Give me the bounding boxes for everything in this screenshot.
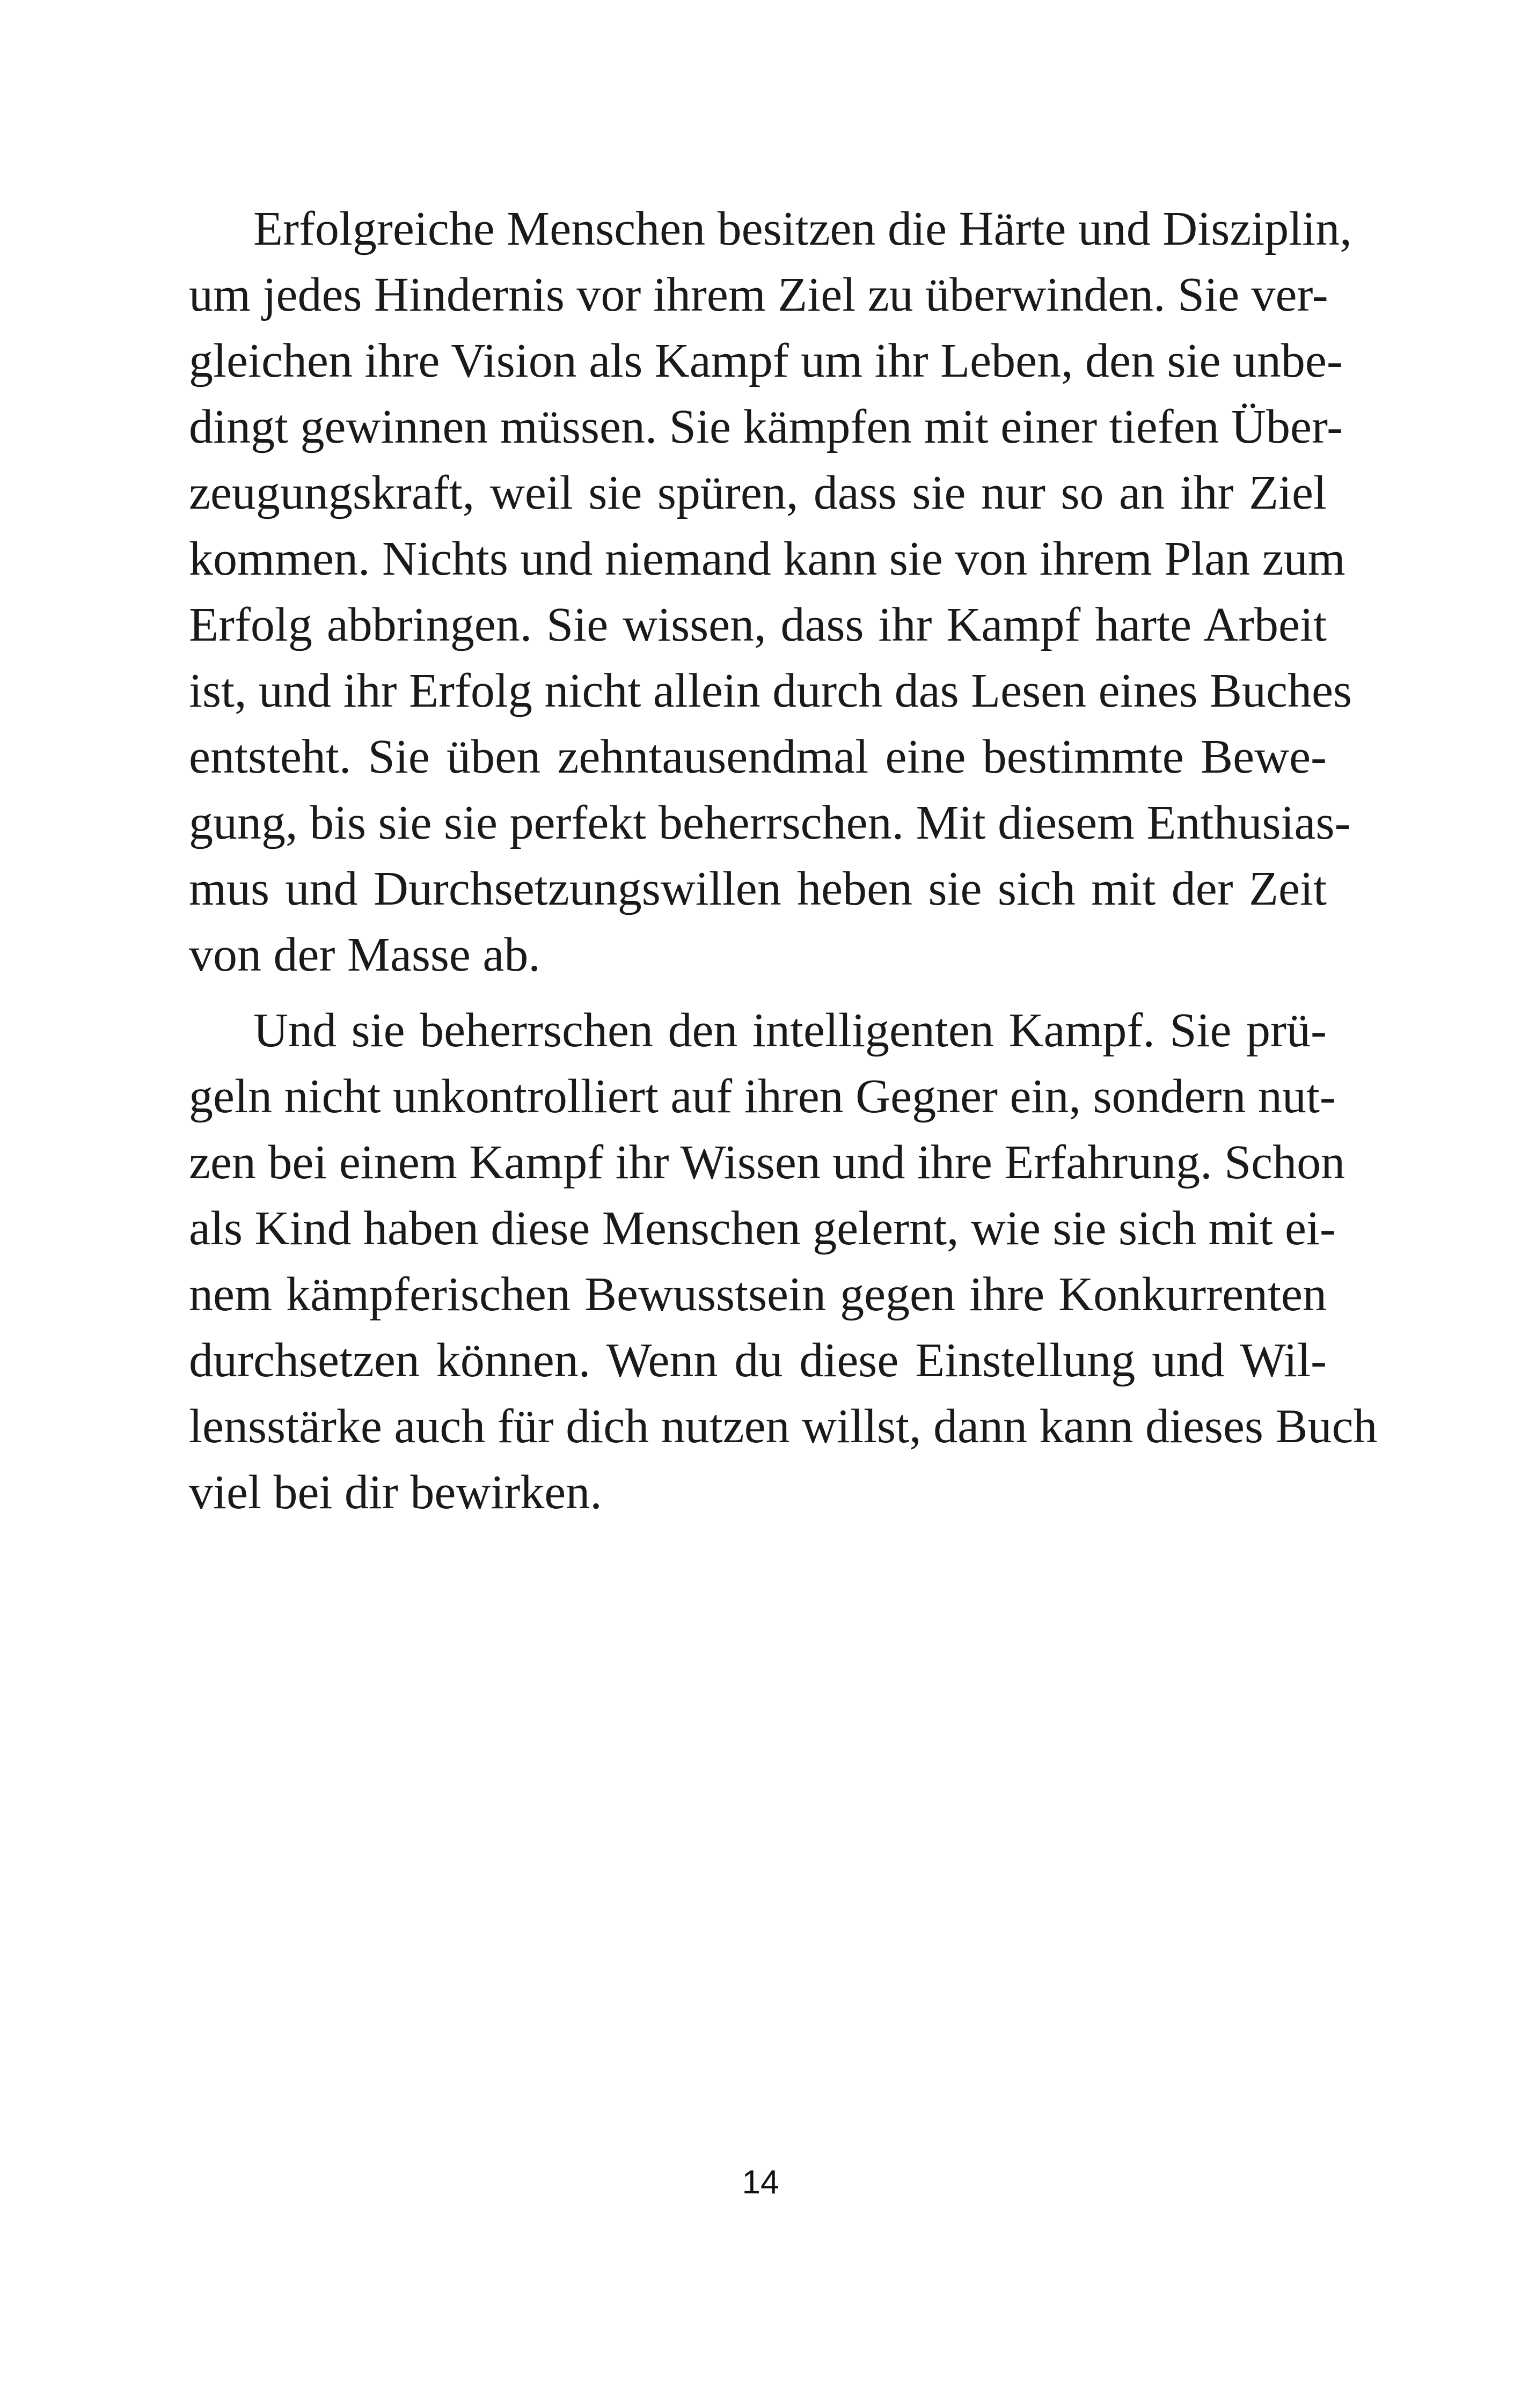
text-line: gung, bis sie sie perfekt beherrschen. Mit diesem Enthusias- [189, 796, 1351, 849]
paragraph-spacing [189, 988, 1327, 997]
body-text [189, 196, 1378, 1525]
text-line: zen bei einem Kampf ihr Wissen und ihre Erfahrung. Schon [189, 1136, 1346, 1189]
text-line: Erfolgreiche Menschen besitzen die Härte und Disziplin, [253, 202, 1352, 255]
text-line: Erfolg abbringen. Sie wissen, dass ihr Kampf harte Arbeit [189, 598, 1327, 651]
text-line: mus und Durchsetzungswillen heben sie sich mit der Zeit [189, 862, 1327, 915]
page-number: 14 [742, 2164, 779, 2201]
text-line: entsteht. Sie üben zehntausendmal eine bestimmte Bewe- [189, 730, 1327, 783]
text-line: viel bei dir bewirken. [189, 1466, 602, 1519]
text-line: von der Masse ab. [189, 928, 540, 981]
paragraph-2 [189, 997, 1378, 1525]
text-line: nem kämpferischen Bewusstsein gegen ihre Konkurrenten [189, 1268, 1327, 1321]
text-line: dingt gewinnen müssen. Sie kämpfen mit einer tiefen Über- [189, 400, 1343, 453]
text-line: durchsetzen können. Wenn du diese Einstellung und Wil- [189, 1334, 1327, 1387]
text-line: kommen. Nichts und niemand kann sie von ihrem Plan zum [189, 532, 1346, 585]
text-line: Und sie beherrschen den intelligenten Kampf. Sie prü- [253, 1004, 1327, 1057]
text-line: lensstärke auch für dich nutzen willst, dann kann dieses Buch [189, 1400, 1378, 1453]
text-line: gleichen ihre Vision als Kampf um ihr Leben, den sie unbe- [189, 334, 1343, 387]
text-line: als Kind haben diese Menschen gelernt, wie sie sich mit ei- [189, 1202, 1336, 1255]
text-line: zeugungskraft, weil sie spüren, dass sie nur so an ihr Ziel [189, 466, 1327, 519]
text-line: geln nicht unkontrolliert auf ihren Gegner ein, sondern nut- [189, 1070, 1336, 1123]
paragraph-1 [189, 196, 1352, 988]
text-line: um jedes Hindernis vor ihrem Ziel zu überwinden. Sie ver- [189, 268, 1328, 321]
text-line: ist, und ihr Erfolg nicht allein durch das Lesen eines Buches [189, 664, 1352, 717]
